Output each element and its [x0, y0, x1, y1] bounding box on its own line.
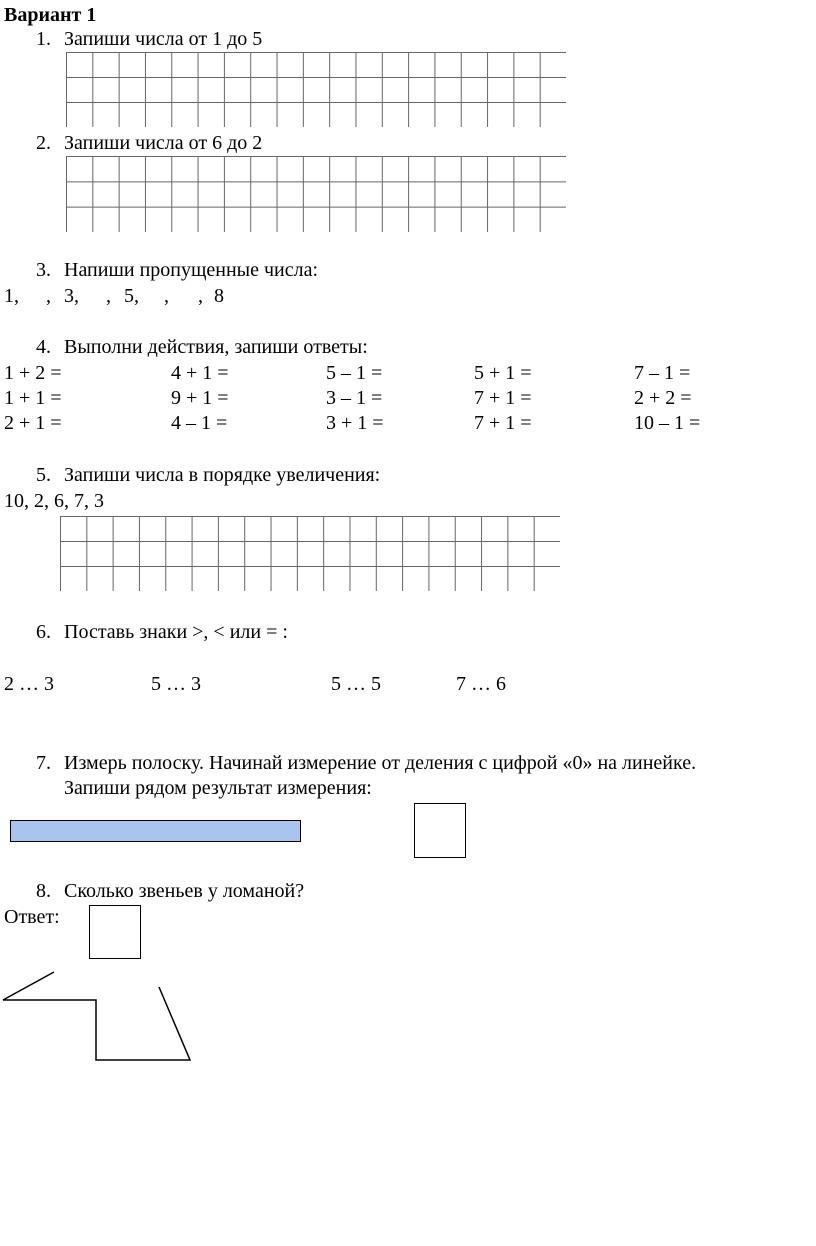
task-2-heading: [36, 132, 262, 154]
sequence-item: ,: [198, 285, 203, 307]
polyline-figure: [0, 960, 220, 1070]
exercise: 5 – 1 =: [326, 362, 383, 384]
task-text: Напиши пропущенные числа:: [64, 259, 319, 281]
task-8-heading: [36, 880, 304, 902]
exercise: 5 + 1 =: [474, 362, 532, 384]
numbers-to-sort: 10, 2, 6, 7, 3: [4, 490, 104, 512]
variant-title: Вариант 1: [4, 4, 97, 26]
task-5-heading: [36, 464, 380, 486]
polyline-segment: [3, 972, 54, 1000]
task-text-line-1: Измерь полоску. Начинай измерение от деления с цифрой «0» на линейке.: [64, 752, 697, 774]
task-number: 6.: [36, 621, 51, 643]
answer-label: Ответ:: [4, 906, 60, 928]
comparison-item[interactable]: 7 … 6: [456, 673, 506, 695]
polyline-segment: [3, 987, 190, 1060]
sequence-item: 5,: [124, 285, 139, 307]
comparison-item[interactable]: 5 … 5: [331, 673, 381, 695]
task-1-heading: [36, 28, 262, 50]
polyline-answer-box[interactable]: [89, 905, 141, 959]
sequence-item: ,: [46, 285, 51, 307]
exercise: 9 + 1 =: [171, 387, 229, 409]
task-7-line-2: Запиши рядом результат измерения:: [64, 777, 372, 799]
answer-grid-5[interactable]: [60, 516, 561, 592]
exercise: 7 + 1 =: [474, 387, 532, 409]
comparison-item[interactable]: 5 … 3: [151, 673, 201, 695]
task-number: 1.: [36, 28, 51, 50]
exercise: 1 + 2 =: [4, 362, 62, 384]
comparison-item[interactable]: 2 … 3: [4, 673, 54, 695]
exercise: 10 – 1 =: [634, 412, 701, 434]
exercise: 7 – 1 =: [634, 362, 691, 384]
task-number: 5.: [36, 464, 51, 486]
exercise: 7 + 1 =: [474, 412, 532, 434]
task-4-heading: [36, 336, 368, 358]
task-text: Запиши числа от 1 до 5: [64, 28, 263, 50]
task-number: 7.: [36, 752, 51, 774]
task-6-heading: [36, 621, 288, 643]
task-number: 8.: [36, 880, 51, 902]
exercise: 2 + 2 =: [634, 387, 692, 409]
exercise: 4 – 1 =: [171, 412, 228, 434]
sequence-item: 1,: [4, 285, 19, 307]
sequence-item: ,: [106, 285, 111, 307]
sequence-item: 3,: [64, 285, 79, 307]
measure-strip: [10, 820, 301, 842]
task-text: Сколько звеньев у ломаной?: [64, 880, 305, 902]
sequence-item: ,: [164, 285, 169, 307]
exercise: 1 + 1 =: [4, 387, 62, 409]
exercise: 3 – 1 =: [326, 387, 383, 409]
task-text: Выполни действия, запиши ответы:: [64, 336, 368, 358]
answer-grid-1[interactable]: [66, 52, 567, 128]
exercise: 3 + 1 =: [326, 412, 384, 434]
task-number: 2.: [36, 132, 51, 154]
measurement-answer-box[interactable]: [414, 803, 466, 858]
task-text: Поставь знаки >, < или = :: [64, 621, 288, 643]
sequence-item: 8: [214, 285, 224, 307]
task-text: Запиши числа от 6 до 2: [64, 132, 263, 154]
task-number: 3.: [36, 259, 51, 281]
task-number: 4.: [36, 336, 51, 358]
task-text: Запиши числа в порядке увеличения:: [64, 464, 381, 486]
exercise: 2 + 1 =: [4, 412, 62, 434]
task-3-heading: [36, 259, 318, 281]
exercise: 4 + 1 =: [171, 362, 229, 384]
answer-grid-2[interactable]: [66, 156, 567, 233]
task-7-heading: [36, 752, 696, 774]
